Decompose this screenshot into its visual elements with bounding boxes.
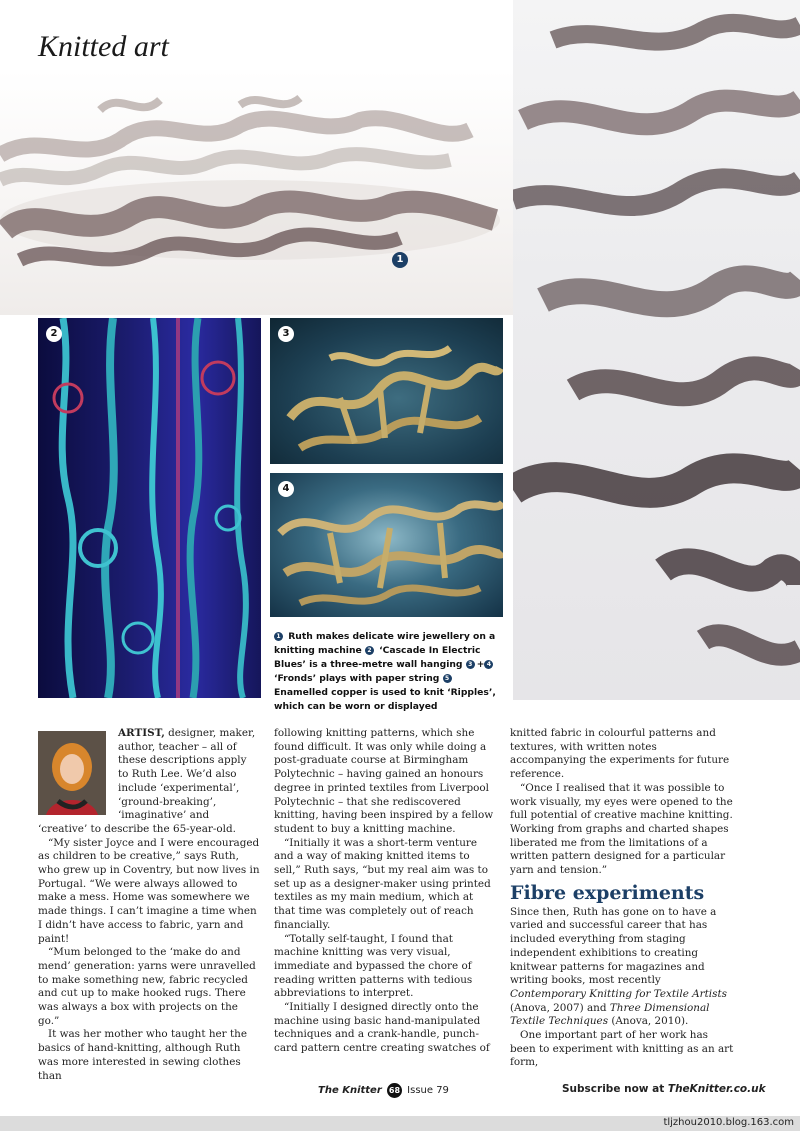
article-column-3 xyxy=(510,727,736,1070)
article-paragraph: “Mum belonged to the ‘make do and mend’ generation: yarns were unravelled to make something new, fabric recycled and cut up to make hooked rugs. There was always a box with projects on the go.” xyxy=(38,946,256,1027)
paragraph-text: Since then, Ruth has gone on to have a varied and successful career that has included everything from staging independent exhibitions to creating knitwear patterns for magazines and writing books, most recently xyxy=(510,905,717,987)
photo-ripples xyxy=(513,0,800,700)
article-paragraph: “Totally self-taught, I found that machine knitting was very visual, immediate and bypassed the chore of reading written patterns with tedious abbreviations to interpret. xyxy=(274,932,473,1000)
footer-site-link[interactable]: TheKnitter.co.uk xyxy=(667,1083,766,1095)
caption-num-5: 5 xyxy=(443,674,452,683)
caption-text-1: Ruth makes delicate wire jewellery on a knitting machine xyxy=(274,631,496,656)
article-paragraph xyxy=(510,906,736,1029)
article-paragraph: “Once I realised that it was possible to work visually, my eyes were opened to the full potential of creative machine knitting. Working from graphs and charted shapes liberated me from the limitations of a written pattern designed for a particular yarn and tension.” xyxy=(510,781,733,877)
photo-caption xyxy=(274,630,510,714)
footer-magazine-name: The Knitter xyxy=(318,1085,382,1096)
page-title: Knitted art xyxy=(38,30,169,63)
footer-subscribe-text: Subscribe now at xyxy=(562,1083,668,1095)
photo-3-number-badge: 3 xyxy=(278,326,294,342)
article-paragraph: One important part of her work has been to experiment with knitting as an art form, xyxy=(510,1029,734,1069)
article-lead-word: ARTIST, xyxy=(118,727,165,739)
photo-fronds-2 xyxy=(270,473,503,617)
article-column-1 xyxy=(38,727,260,1083)
footer-issue-info xyxy=(318,1083,449,1098)
photo-fronds-1 xyxy=(270,318,503,464)
photo-wire-jewellery xyxy=(0,70,513,315)
photo-2-number-badge: 2 xyxy=(46,326,62,342)
watermark-text: tljzhou2010.blog.163.com xyxy=(663,1117,794,1128)
article-column-2 xyxy=(274,727,496,1056)
section-subheading: Fibre experiments xyxy=(510,881,705,904)
caption-num-4: 4 xyxy=(484,660,493,669)
article-paragraph: designer, maker, author, teacher – all of these descriptions apply to Ruth Lee. We’d also include ‘experimental’, ‘ground-breaking’, ‘imaginative’ and ‘creative’ to describe the 65-year-old. xyxy=(38,727,256,835)
book-title: Three Dimensional Textile Techniques xyxy=(510,1001,710,1028)
caption-num-3: 3 xyxy=(466,660,475,669)
footer-subscribe xyxy=(562,1083,766,1095)
photo-cascade-electric-blues xyxy=(38,318,261,698)
article-paragraph: It was her mother who taught her the basics of hand-knitting, although Ruth was more interested in sewing clothes than xyxy=(38,1028,247,1082)
photo-1-number-badge: 1 xyxy=(392,252,408,268)
caption-text-2: ‘Cascade In Electric Blues’ is a three-metre wall hanging xyxy=(274,645,481,670)
author-portrait xyxy=(38,731,106,815)
caption-text-3: ‘Fronds’ plays with paper string xyxy=(274,673,440,684)
article-paragraph: “My sister Joyce and I were encouraged as children to be creative,” says Ruth, who grew up in Coventry, but now lives in Portugal. “We were always allowed to make a mess. Home was somewhere we made things. I can’t imagine a time when I didn’t have access to fabric, yarn and paint! xyxy=(38,836,260,945)
page-number: 68 xyxy=(387,1083,402,1098)
article-paragraph: “Initially it was a short-term venture and a way of making knitted items to sell,” Ruth says, “but my real aim was to set up as a designer-maker using printed textiles as my main medium, which at that time was completely out of reach financially. xyxy=(274,836,491,931)
article-paragraph: knitted fabric in colourful patterns and textures, with written notes accompanying the experiments for future reference. xyxy=(510,727,730,781)
footer-issue: Issue 79 xyxy=(407,1085,449,1096)
article-paragraph: following knitting patterns, which she found difficult. It was only while doing a post-graduate course at Birmingham Polytechnic – having gained an honours degree in printed textiles from Liverpool Polytechnic – that she rediscovered knitting, having been inspired by a fellow student to buy a knitting machine. xyxy=(274,727,494,835)
caption-text-4: Enamelled copper is used to knit ‘Ripples’, which can be worn or displayed xyxy=(274,687,496,712)
photo-4-number-badge: 4 xyxy=(278,481,294,497)
caption-plus: + xyxy=(476,659,485,670)
caption-num-1: 1 xyxy=(274,632,283,641)
caption-num-2: 2 xyxy=(365,646,374,655)
article-paragraph: “Initially I designed directly onto the machine using basic hand-manipulated techniques and a crank-handle, punch-card pattern centre creating swatches of xyxy=(274,1001,490,1055)
paragraph-text: (Anova, 2007) and xyxy=(510,1001,610,1014)
paragraph-text: (Anova, 2010). xyxy=(608,1015,689,1028)
book-title: Contemporary Knitting for Textile Artists xyxy=(510,987,727,1000)
